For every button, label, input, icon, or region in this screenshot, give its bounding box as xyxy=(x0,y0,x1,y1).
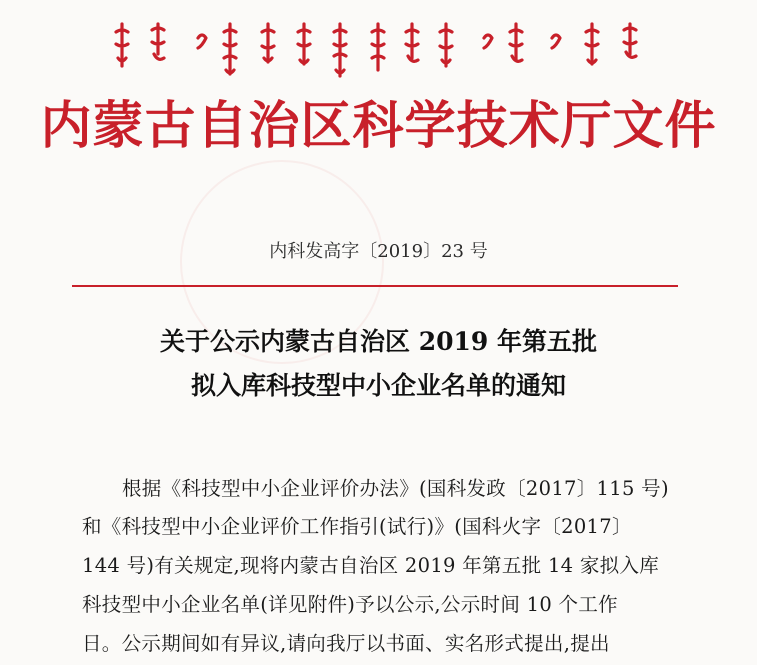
issuing-agency-title: 内蒙古自治区科学技术厅文件 xyxy=(40,96,717,156)
mongolian-script-heading xyxy=(100,14,660,86)
notice-title-line-1: 关于公示内蒙古自治区 2019 年第五批 xyxy=(160,327,597,356)
body-paragraph-line: 根据《科技型中小企业评价办法》(国科发政〔2017〕115 号) xyxy=(122,477,669,500)
notice-title-line-2: 拟入库科技型中小企业名单的通知 xyxy=(190,371,566,400)
body-paragraph-line: 144 号)有关规定,现将内蒙古自治区 2019 年第五批 14 家拟入库 xyxy=(82,554,660,577)
red-divider-line xyxy=(72,285,678,287)
body-paragraph-line: 科技型中小企业名单(详见附件)予以公示,公示时间 10 个工作 xyxy=(82,593,618,616)
body-paragraph-line: 日。公示期间如有异议,请向我厅以书面、实名形式提出,提出 xyxy=(82,632,610,655)
document-number: 内科发高字〔2019〕23 号 xyxy=(269,241,488,262)
mongolian-script-glyphs xyxy=(100,14,660,86)
body-paragraph-line: 和《科技型中小企业评价工作指引(试行)》(国科火字〔2017〕 xyxy=(82,515,632,538)
